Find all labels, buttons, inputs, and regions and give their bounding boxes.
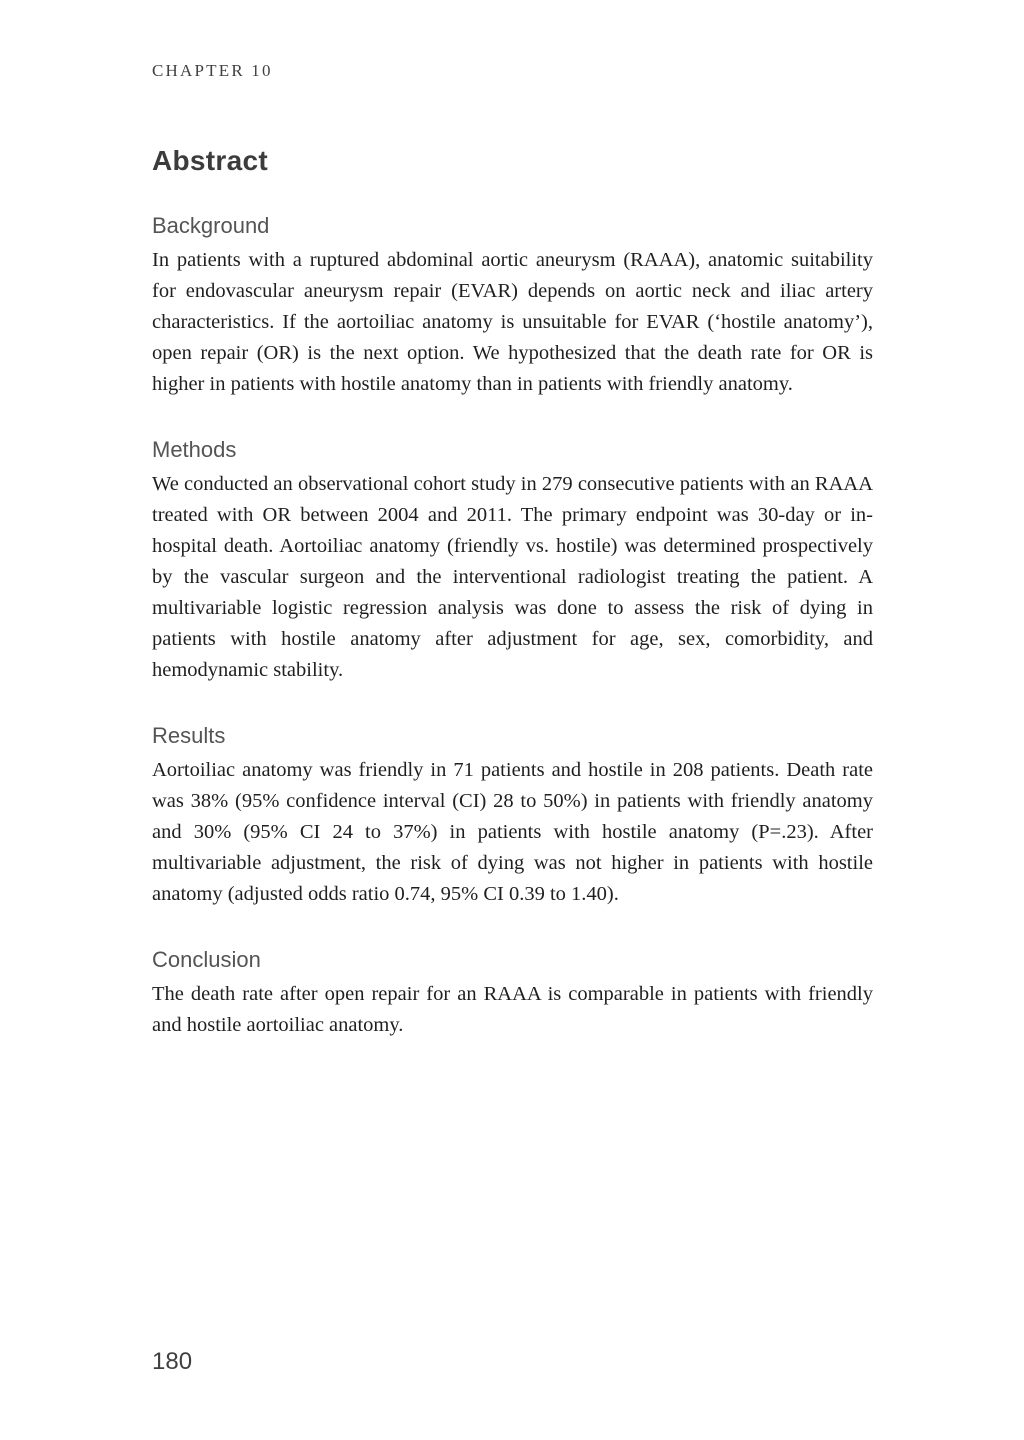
section-body-conclusion: The death rate after open repair for an RAAA is comparable in patients with friendly and hostile aortoiliac anatomy. [152, 983, 873, 1036]
section-body-background: In patients with a ruptured abdominal aortic aneurysm (RAAA), anatomic suitability for endovascular aneurysm repair (EVAR) depends on aortic neck and iliac artery characteristics. If the aortoiliac anatomy is unsuitable for EVAR (‘hostile anatomy’), open repair (OR) is the next option. We hypothesized that the death rate for OR is higher in patients with hostile anatomy than in patients with friendly anatomy. [152, 249, 873, 395]
section-heading-background: Background [152, 213, 270, 238]
section-body-results: Aortoiliac anatomy was friendly in 71 patients and hostile in 208 patients. Death rate was 38% (95% confidence interval (CI) 28 to 50%) in patients with friendly anatomy and 30% (95% CI 24 to 37%) in patients with hostile anatomy (P=.23). After multivariable adjustment, the risk of dying was not higher in patients with hostile anatomy (adjusted odds ratio 0.74, 95% CI 0.39 to 1.40). [152, 759, 873, 905]
section-body-methods: We conducted an observational cohort study in 279 consecutive patients with an RAAA treated with OR between 2004 and 2011. The primary endpoint was 30-day or in-hospital death. Aortoiliac anatomy (friendly vs. hostile) was determined prospectively by the vascular surgeon and the interventional radiologist treating the patient. A multivariable logistic regression analysis was done to assess the risk of dying in patients with hostile anatomy after adjustment for age, sex, comorbidity, and hemodynamic stability. [152, 473, 873, 681]
section-methods [152, 437, 873, 686]
page-number: 180 [152, 1348, 193, 1375]
section-heading-conclusion: Conclusion [152, 947, 261, 972]
page-content [152, 0, 873, 1041]
section-conclusion [152, 947, 873, 1041]
section-background [152, 213, 873, 400]
page-title: Abstract [152, 145, 268, 176]
section-heading-methods: Methods [152, 437, 237, 462]
section-heading-results: Results [152, 723, 226, 748]
section-results [152, 723, 873, 910]
chapter-label: CHAPTER 10 [152, 61, 273, 80]
